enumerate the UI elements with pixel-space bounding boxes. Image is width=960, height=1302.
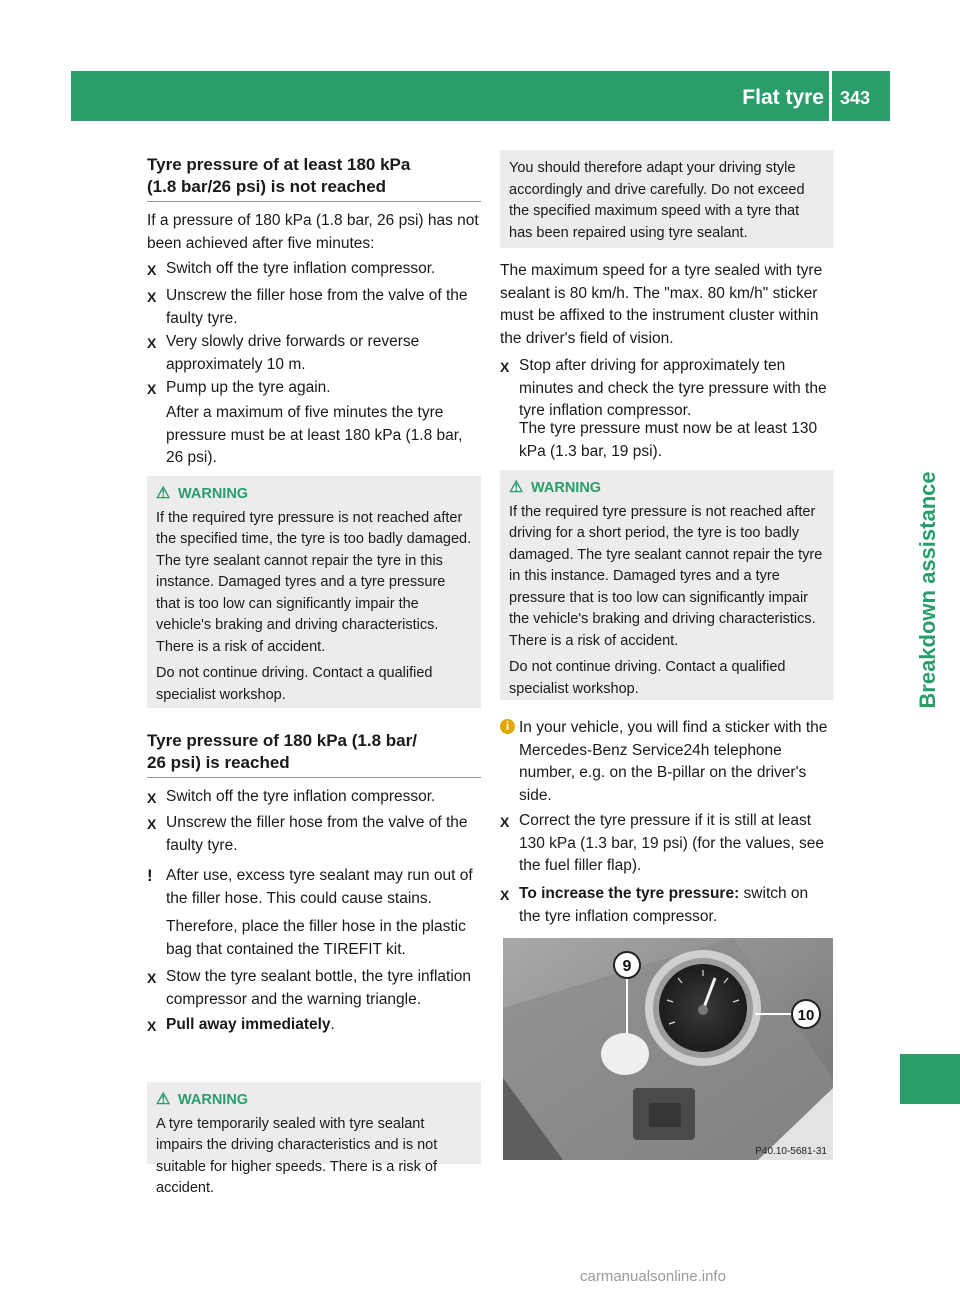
step-text: Stop after driving for approximately ten minutes and check the tyre pressure with the tyre inflation compressor. xyxy=(519,357,827,419)
step-arrow-icon: X xyxy=(147,790,157,806)
step-text-bold: Pull away immediately xyxy=(166,1016,331,1033)
step-arrow-icon: X xyxy=(500,887,510,903)
step-arrow-icon: X xyxy=(147,289,157,305)
warning-triangle-icon: ⚠ xyxy=(156,1091,171,1108)
caution-note xyxy=(147,865,481,961)
warning-title: WARNING xyxy=(531,480,602,496)
caution-icon: ! xyxy=(147,866,153,885)
info-note xyxy=(500,717,834,807)
step-note xyxy=(147,402,481,470)
page-title: Flat tyre xyxy=(742,86,824,109)
speed-paragraph: The maximum speed for a tyre sealed with tyre sealant is 80 km/h. The "max. 80 km/h" sticker must be affixed to the instrument cluster within the driver's field of vision. xyxy=(500,262,823,347)
warning-heading xyxy=(509,478,825,500)
step-item xyxy=(147,786,481,809)
step-arrow-icon: X xyxy=(500,359,510,375)
header-separator xyxy=(829,71,832,121)
step-text-bold: To increase the tyre pressure: xyxy=(519,885,740,902)
warning-box xyxy=(147,476,481,708)
warning-continuation-box xyxy=(500,150,834,248)
step-item xyxy=(500,355,834,423)
callout-9: 9 xyxy=(622,958,632,975)
intro-paragraph: If a pressure of 180 kPa (1.8 bar, 26 psi) has not been achieved after five minutes: xyxy=(147,212,479,252)
compressor-illustration xyxy=(503,938,833,1160)
step-arrow-icon: X xyxy=(147,335,157,351)
step-text: switch on the tyre inflation compressor. xyxy=(519,885,809,925)
step-item xyxy=(147,331,481,376)
caution-text: After use, excess tyre sealant may run out of the filler hose. This could cause stains. xyxy=(166,867,473,907)
warning-heading xyxy=(156,484,472,506)
step-text: Correct the tyre pressure if it is still at least 130 kPa (1.3 bar, 19 psi) (for the values, see the fuel filler flap). xyxy=(519,812,825,874)
warning-body: If the required tyre pressure is not reached after the specified time, the tyre is too badly damaged. The tyre sealant cannot repair the tyre in this instance. Damaged tyres and a tyre pressure that is too low can significantly impair the vehicle's braking and driving characteristics. There is a risk of accident. xyxy=(156,509,472,655)
box-text: You should therefore adapt your driving style accordingly and drive carefully. Do not exceed the specified maximum speed with a tyre that has been repaired using tyre sealant. xyxy=(509,160,805,241)
heading-rule xyxy=(147,777,481,778)
page-number: 343 xyxy=(840,88,871,108)
step-text: . xyxy=(330,1016,335,1033)
step-text: Switch off the tyre inflation compressor. xyxy=(166,260,436,277)
heading-line: 26 psi) is reached xyxy=(147,753,290,772)
step-note xyxy=(500,418,834,463)
step-item xyxy=(500,810,834,878)
step-item xyxy=(500,883,834,928)
step-text: Unscrew the filler hose from the valve of the faulty tyre. xyxy=(166,814,468,854)
step-item xyxy=(147,966,481,1011)
step-arrow-icon: X xyxy=(147,1018,157,1034)
heading-line: Tyre pressure of at least 180 kPa xyxy=(147,155,411,174)
watermark: carmanualsonline.info xyxy=(580,1268,726,1285)
warning-box xyxy=(147,1082,481,1196)
warning-body: If the required tyre pressure is not reached after driving for a short period, the tyre is too badly damaged. The tyre sealant cannot repair the tyre in this instance. Damaged tyres and a tyre pressure that is too low can significantly impair the vehicle's braking and driving characteristics. There is a risk of accident. xyxy=(509,503,823,649)
warning-title: WARNING xyxy=(178,486,249,502)
warning-action: Do not continue driving. Contact a qualified specialist workshop. xyxy=(156,665,433,703)
step-text: Switch off the tyre inflation compressor. xyxy=(166,788,436,805)
step-item xyxy=(147,285,481,330)
step-arrow-icon: X xyxy=(147,970,157,986)
step-text: Pump up the tyre again. xyxy=(166,379,331,396)
step-text: Very slowly drive forwards or reverse approximately 10 m. xyxy=(166,333,420,373)
section-heading-not-reached xyxy=(147,154,410,198)
section-heading-reached xyxy=(147,730,417,774)
warning-title: WARNING xyxy=(178,1092,249,1108)
warning-heading xyxy=(156,1090,472,1112)
warning-body: A tyre temporarily sealed with tyre sealant impairs the driving characteristics and is not suitable for higher speeds. There is a risk of accident. xyxy=(156,1115,438,1196)
heading-rule xyxy=(147,201,481,202)
warning-action: Do not continue driving. Contact a qualified specialist workshop. xyxy=(509,659,786,697)
heading-line: Tyre pressure of 180 kPa (1.8 bar/ xyxy=(147,731,417,750)
step-item xyxy=(147,812,481,857)
step-note-text: After a maximum of five minutes the tyre pressure must be at least 180 kPa (1.8 bar, 26 psi). xyxy=(166,404,463,466)
heading-line: (1.8 bar/26 psi) is not reached xyxy=(147,177,387,196)
step-note-text: The tyre pressure must now be at least 130 kPa (1.3 bar, 19 psi). xyxy=(519,420,818,460)
step-item xyxy=(147,258,481,281)
step-text: Stow the tyre sealant bottle, the tyre inflation compressor and the warning triangle. xyxy=(166,968,472,1008)
step-item xyxy=(147,1014,481,1037)
figure-reference: P40.10-5681-31 xyxy=(755,1146,827,1157)
step-arrow-icon: X xyxy=(147,816,157,832)
warning-triangle-icon: ⚠ xyxy=(156,485,171,502)
caution-text: Therefore, place the filler hose in the plastic bag that contained the TIREFIT kit. xyxy=(166,918,466,958)
step-text: Unscrew the filler hose from the valve of the faulty tyre. xyxy=(166,287,468,327)
section-tab-label: Breakdown assistance xyxy=(915,471,940,709)
warning-box xyxy=(500,470,834,700)
step-arrow-icon: X xyxy=(500,814,510,830)
compressor-photo xyxy=(503,938,833,1160)
warning-triangle-icon: ⚠ xyxy=(509,479,524,496)
info-icon: i xyxy=(500,719,515,734)
callout-10: 10 xyxy=(797,1007,815,1024)
step-arrow-icon: X xyxy=(147,381,157,397)
step-arrow-icon: X xyxy=(147,262,157,278)
section-tab-marker xyxy=(900,1054,960,1104)
section-tab xyxy=(898,440,958,740)
step-item xyxy=(147,377,481,400)
info-text: In your vehicle, you will find a sticker with the Mercedes-Benz Service24h telephone number, e.g. on the B-pillar on the driver's side. xyxy=(519,719,828,804)
